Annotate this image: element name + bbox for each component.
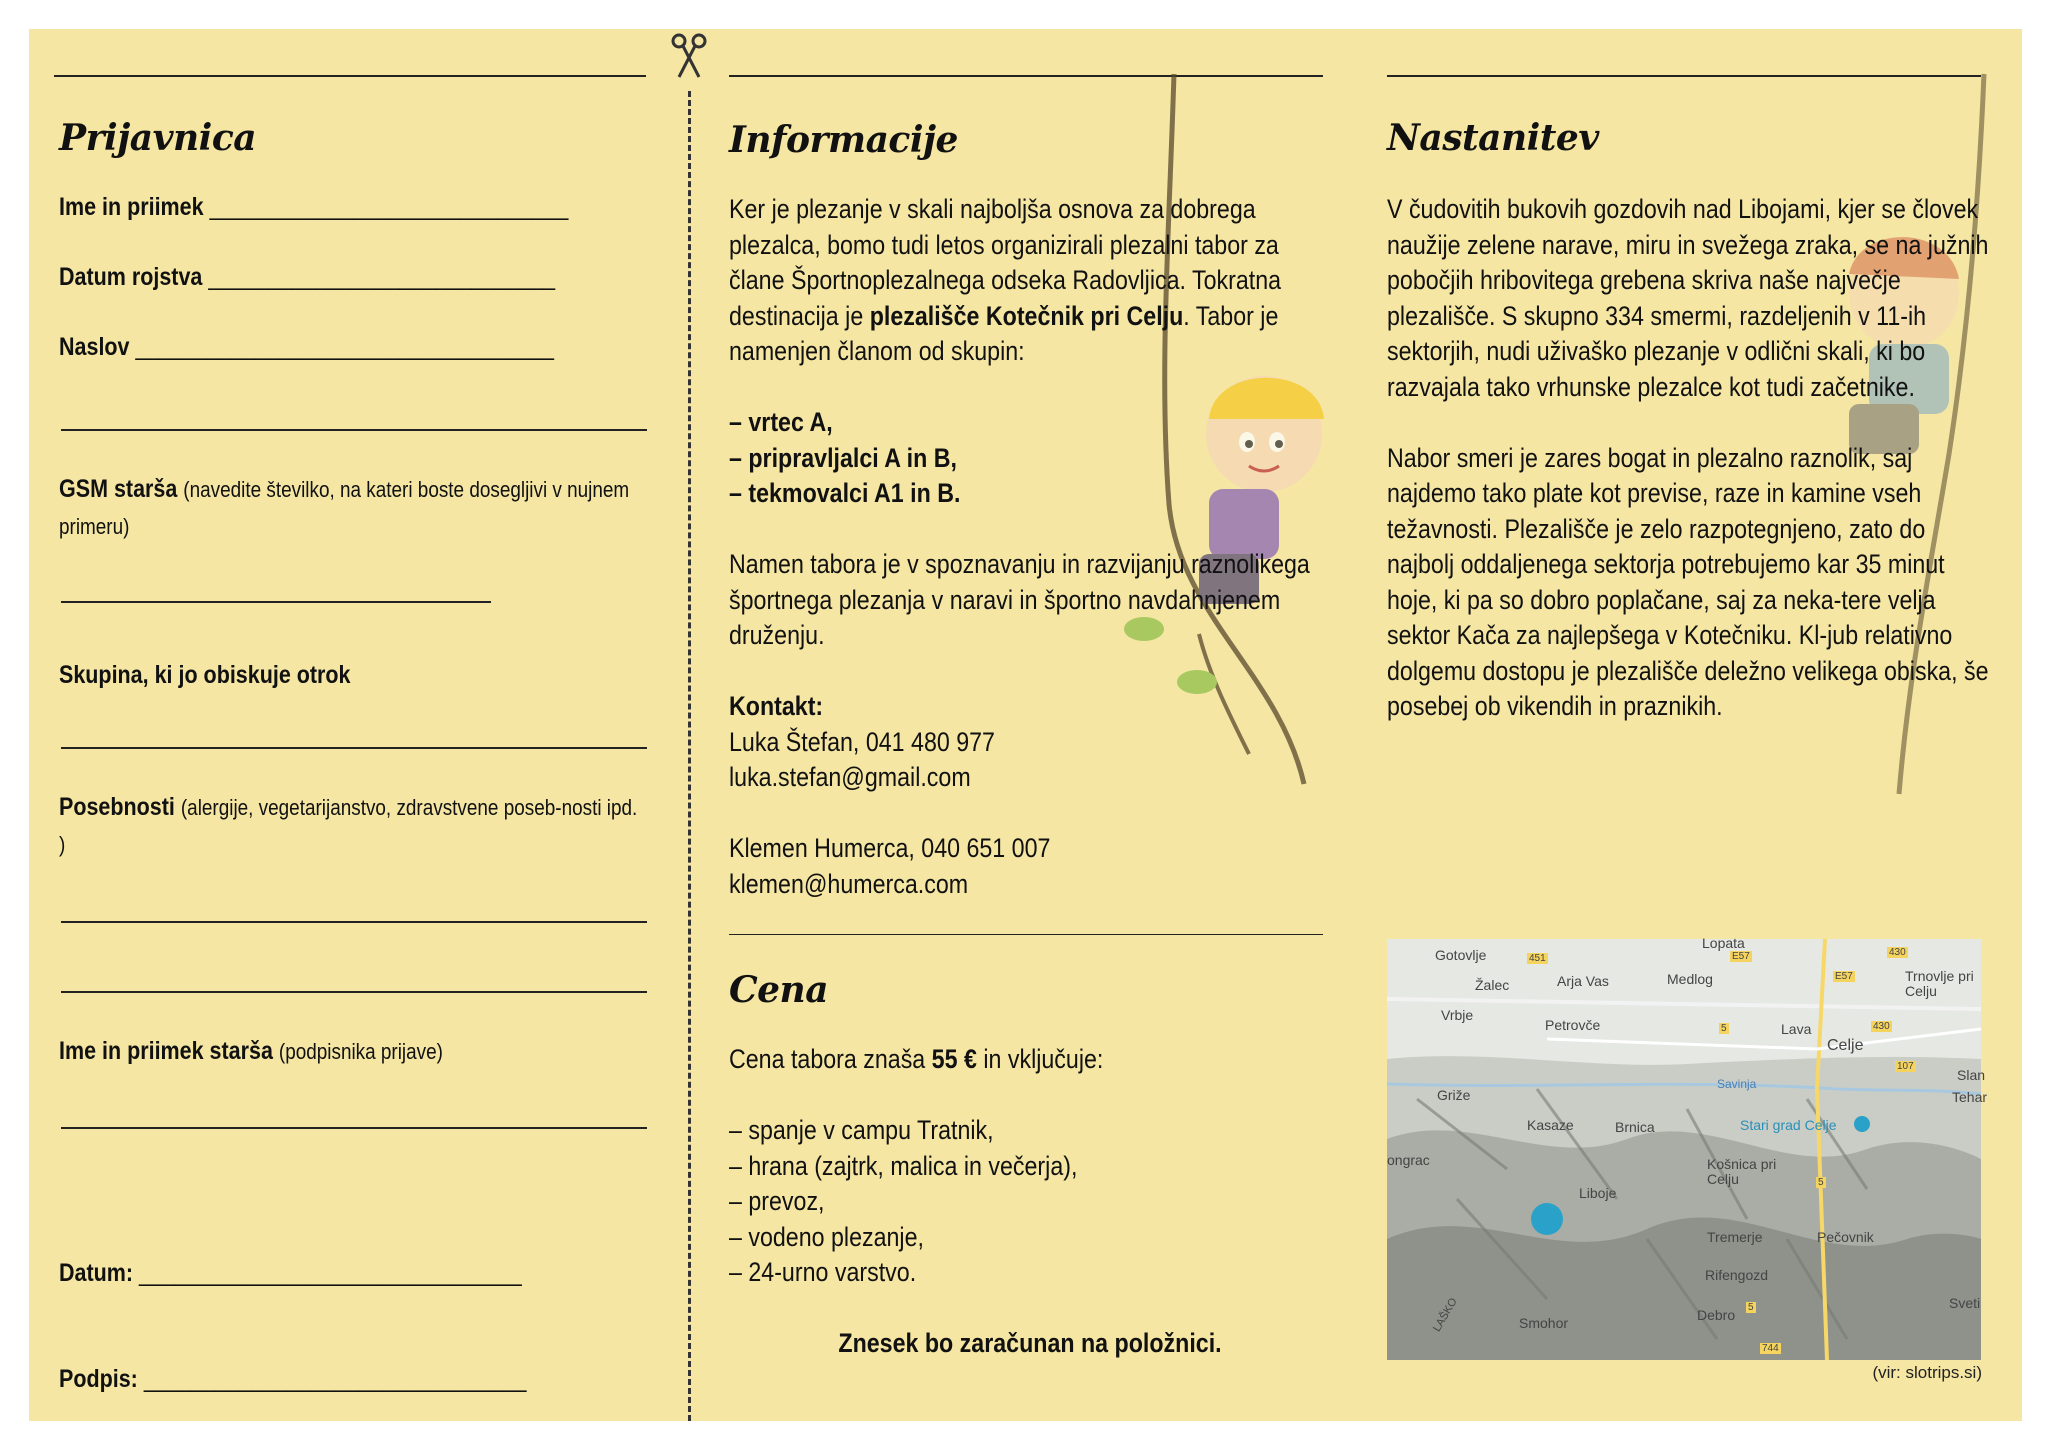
special-label: Posebnosti (alergije, vegetarijanstvo, zdravstvene poseb-nosti ipd. ) <box>59 793 638 857</box>
map-place: Trnovlje pri Celju <box>1905 968 1974 999</box>
map-place: Debro <box>1697 1307 1736 1323</box>
road-label: E57 <box>1732 951 1750 962</box>
gsm-line[interactable] <box>61 601 491 603</box>
map-place: Žalec <box>1475 977 1510 993</box>
info-text <box>729 192 1331 902</box>
map-place: Pečovnik <box>1817 1229 1874 1245</box>
stay-text <box>1387 192 1989 725</box>
stay-p1: V čudovitih bukovih gozdovih nad Libojami, kjer se človek naužije zelene narave, miru in svežega zraka, se na južnih pobočjih hribovitega grebena skriva naše največje plezališče. S skupno 334 smermi, razdeljenih v 11-ih sektorjih, nudi uživaško plezanje v odlični skali, ki bo razvajala tako vrhunske plezalce kot tudi začetnike. <box>1387 194 1989 402</box>
price-amount: 55 € <box>931 1044 977 1074</box>
address-extra-line[interactable] <box>61 429 647 431</box>
special-line-2[interactable] <box>61 991 647 993</box>
map-place: Košnica pri Celju <box>1707 1156 1777 1187</box>
signature-field[interactable]: Podpis: ________________________________ <box>59 1365 527 1393</box>
map-terrain <box>1387 939 1981 1360</box>
road-label: 107 <box>1897 1061 1914 1072</box>
top-rule-left <box>54 75 646 77</box>
price-intro: Cena tabora znaša 55 € in vključuje: <box>729 1044 1104 1074</box>
price-divider <box>729 934 1323 935</box>
map-place: Smohor <box>1519 1315 1569 1331</box>
road-label: 5 <box>1818 1177 1824 1188</box>
map-place: Arja Vas <box>1557 973 1609 989</box>
map-place: Petrovče <box>1545 1017 1601 1033</box>
map-place: Lopata <box>1702 935 1745 951</box>
special-line-1[interactable] <box>61 921 647 923</box>
map-place: Gotovlje <box>1435 947 1487 963</box>
price-note: Znesek bo zaračunan na položnici. <box>838 1328 1222 1358</box>
info-purpose: Namen tabora je v spoznavanju in razvijanju raznolikega športnega plezanja v naravi in športno navdahnjenem druženju. <box>729 549 1310 650</box>
info-title: Informacije <box>729 119 958 161</box>
map-credit: (vir: slotrips.si) <box>1872 1363 1982 1382</box>
price-item: – vodeno plezanje, <box>729 1221 924 1252</box>
map-place: LAŠKO <box>1430 1296 1460 1334</box>
group-line[interactable] <box>61 747 647 749</box>
location-map[interactable] <box>1387 935 1988 1360</box>
map-place: Stari grad Celje <box>1740 1117 1837 1133</box>
special-note: (alergije, vegetarijanstvo, zdravstvene poseb-nosti ipd. ) <box>59 795 638 857</box>
map-place: Liboje <box>1579 1185 1617 1201</box>
map-place: Griže <box>1437 1087 1471 1103</box>
stay-p2: Nabor smeri je zares bogat in plezalno raznolik, saj najdemo tako plate kot previse, raze in kamine vseh težavnosti. Plezališče je zelo razpotegnjeno, zato do najbolj oddaljenega sektorja potrebujemo kar 35 minut hoje, ki pa so dobro poplačane, saj za neka-tere velja sektor Kača za najlepšega v Kotečniku. Kl-jub relativno dolgemu dostopu je plezališče deležno velikega obiska, še posebej ob vikendih in praznikih. <box>1387 442 1989 721</box>
map-place: Medlog <box>1667 971 1713 987</box>
contact-1-name: Luka Štefan, 041 480 977 <box>729 726 995 757</box>
price-text <box>729 1042 1331 1362</box>
price-item: – 24-urno varstvo. <box>729 1257 917 1287</box>
road-label: 5 <box>1721 1023 1727 1034</box>
map-place: Savinja <box>1717 1077 1757 1091</box>
form-title: Prijavnica <box>59 117 257 159</box>
stay-title: Nastanitev <box>1387 117 1599 159</box>
brochure-page <box>29 29 2022 1421</box>
map-place: ongrac <box>1387 1152 1430 1168</box>
road-label: 5 <box>1748 1302 1754 1313</box>
name-field[interactable]: Ime in priimek ______________________________ <box>59 193 569 221</box>
road-label: 430 <box>1889 947 1906 958</box>
map-place: Brnica <box>1615 1119 1655 1135</box>
group-list <box>729 405 1331 512</box>
gsm-note: (navedite številko, na kateri boste dosegljivi v nujnem primeru) <box>59 477 630 539</box>
contact-1-email[interactable]: luka.stefan@gmail.com <box>729 762 971 792</box>
contact-2-name: Klemen Humerca, 040 651 007 <box>729 833 1051 863</box>
map-place: Lava <box>1781 1021 1812 1037</box>
destination: plezališče Kotečnik pri Celju <box>869 300 1184 331</box>
birth-field[interactable]: Datum rojstva _____________________________ <box>59 263 556 291</box>
price-item: – spanje v campu Tratnik, <box>729 1115 994 1145</box>
cut-line <box>688 91 691 1421</box>
parent-label: Ime in priimek starša (podpisnika prijave) <box>59 1037 443 1065</box>
date-field[interactable]: Datum: ________________________________ <box>59 1259 522 1287</box>
road-label: 744 <box>1762 1343 1779 1354</box>
price-item: – prevoz, <box>729 1186 825 1216</box>
group-item: – vrtec A, <box>729 407 833 437</box>
group-item: – tekmovalci A1 in B. <box>729 478 961 508</box>
road-label: 430 <box>1873 1021 1890 1032</box>
map-place: Kasaze <box>1527 1117 1574 1133</box>
address-field[interactable]: Naslov ___________________________________ <box>59 333 554 361</box>
map-place: Celje <box>1827 1037 1864 1054</box>
parent-line[interactable] <box>61 1127 647 1129</box>
contact-title: Kontakt: <box>729 691 824 721</box>
price-item: – hrana (zajtrk, malica in večerja), <box>729 1150 1078 1181</box>
info-intro: Ker je plezanje v skali najboljša osnova za dobrega plezalca, bomo tudi letos organizirali plezalni tabor za člane Športnoplezalnega odseka Radovljica. Tokratna destinacija je plezališče Kotečnik pri Celju. Tabor je namenjen članom od skupin: <box>729 194 1282 366</box>
scissors-icon <box>669 33 709 81</box>
map-place: Vrbje <box>1441 1007 1474 1023</box>
road-label: 451 <box>1529 953 1546 964</box>
gsm-field-label: GSM starša (navedite številko, na kateri boste dosegljivi v nujnem primeru) <box>59 475 630 539</box>
map-place: Slan <box>1957 1067 1986 1083</box>
group-item: – pripravljalci A in B, <box>729 442 957 473</box>
map-place: Tehar <box>1952 1089 1988 1105</box>
map-place: Sveti <box>1949 1295 1981 1311</box>
map-place: Rifengozd <box>1705 1267 1769 1283</box>
map-place: Tremerje <box>1707 1229 1763 1245</box>
parent-note: (podpisnika prijave) <box>278 1039 443 1064</box>
road-label: E57 <box>1835 971 1853 982</box>
price-items <box>729 1113 1331 1291</box>
price-title: Cena <box>729 969 829 1011</box>
group-label: Skupina, ki jo obiskuje otrok <box>59 661 351 689</box>
contact-2-email[interactable]: klemen@humerca.com <box>729 868 969 899</box>
